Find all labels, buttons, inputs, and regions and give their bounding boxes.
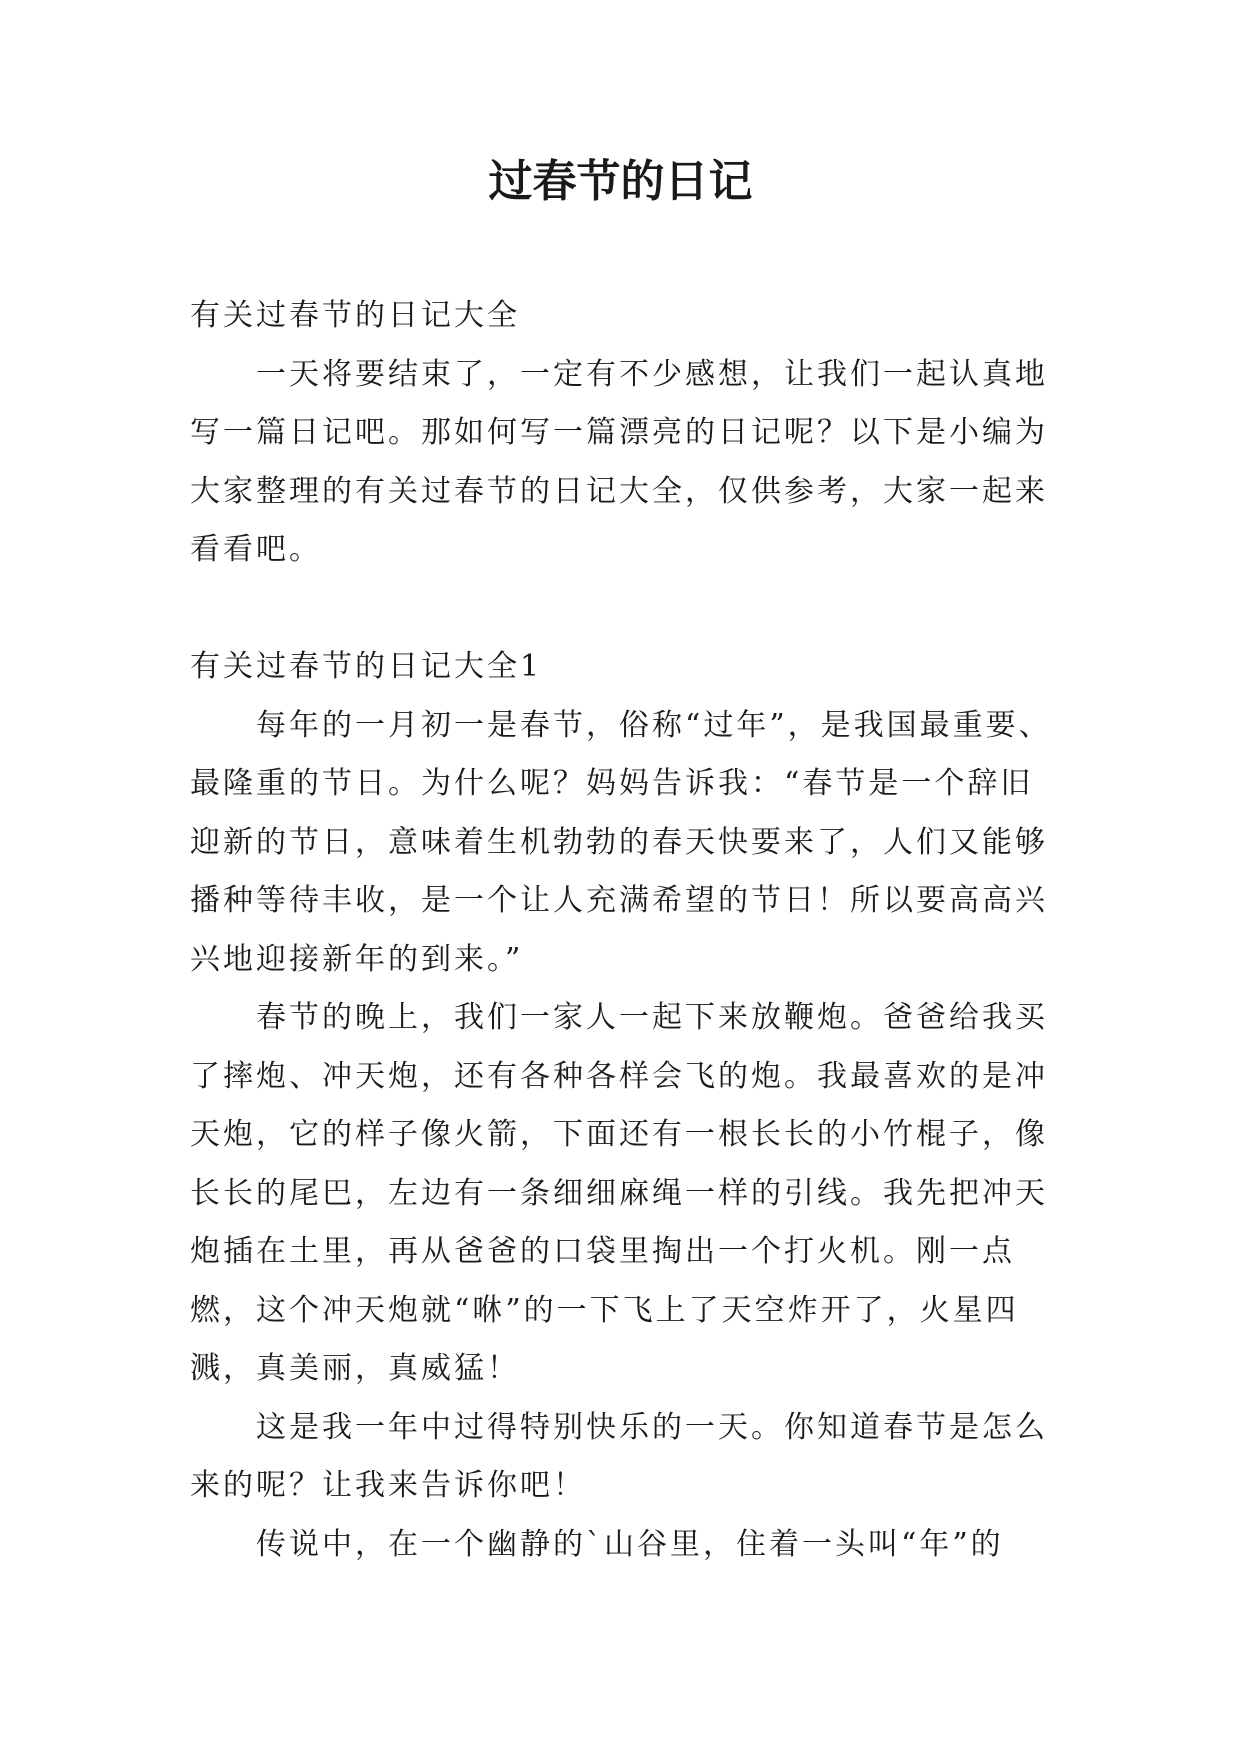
document-body bbox=[190, 287, 1060, 1574]
body-paragraph: 春节的晚上，我们一家人一起下来放鞭炮。爸爸给我买了摔炮、冲天炮，还有各种各样会飞的炮。我最喜欢的是冲天炮，它的样子像火箭，下面还有一根长长的小竹棍子，像长长的尾巴，左边有一条细细麻绳一样的引线。我先把冲天炮插在土里，再从爸爸的口袋里掏出一个打火机。刚一点燃，这个冲天炮就“咻”的一下飞上了天空炸开了，火星四溅，真美丽，真威猛！ bbox=[190, 1000, 1048, 1386]
paragraph-gap bbox=[190, 580, 1060, 639]
section-heading: 有关过春节的日记大全1 bbox=[190, 649, 543, 684]
body-paragraph: 每年的一月初一是春节，俗称“过年”，是我国最重要、最隆重的节日。为什么呢？妈妈告诉我：“春节是一个辞旧迎新的节日，意味着生机勃勃的春天快要来了，人们又能够播种等待丰收，是一个让人充满希望的节日！所以要高高兴兴地迎接新年的到来。” bbox=[190, 707, 1052, 977]
body-paragraph: 这是我一年中过得特别快乐的一天。你知道春节是怎么来的呢？让我来告诉你吧！ bbox=[190, 1409, 1048, 1503]
document-title: 过春节的日记 bbox=[488, 156, 753, 207]
intro-paragraph: 一天将要结束了，一定有不少感想，让我们一起认真地写一篇日记吧。那如何写一篇漂亮的日记呢？以下是小编为大家整理的有关过春节的日记大全，仅供参考，大家一起来看看吧。 bbox=[190, 356, 1048, 567]
body-paragraph: 传说中，在一个幽静的`山谷里，住着一头叫“年”的 bbox=[256, 1526, 1004, 1562]
intro-heading: 有关过春节的日记大全 bbox=[190, 298, 520, 333]
